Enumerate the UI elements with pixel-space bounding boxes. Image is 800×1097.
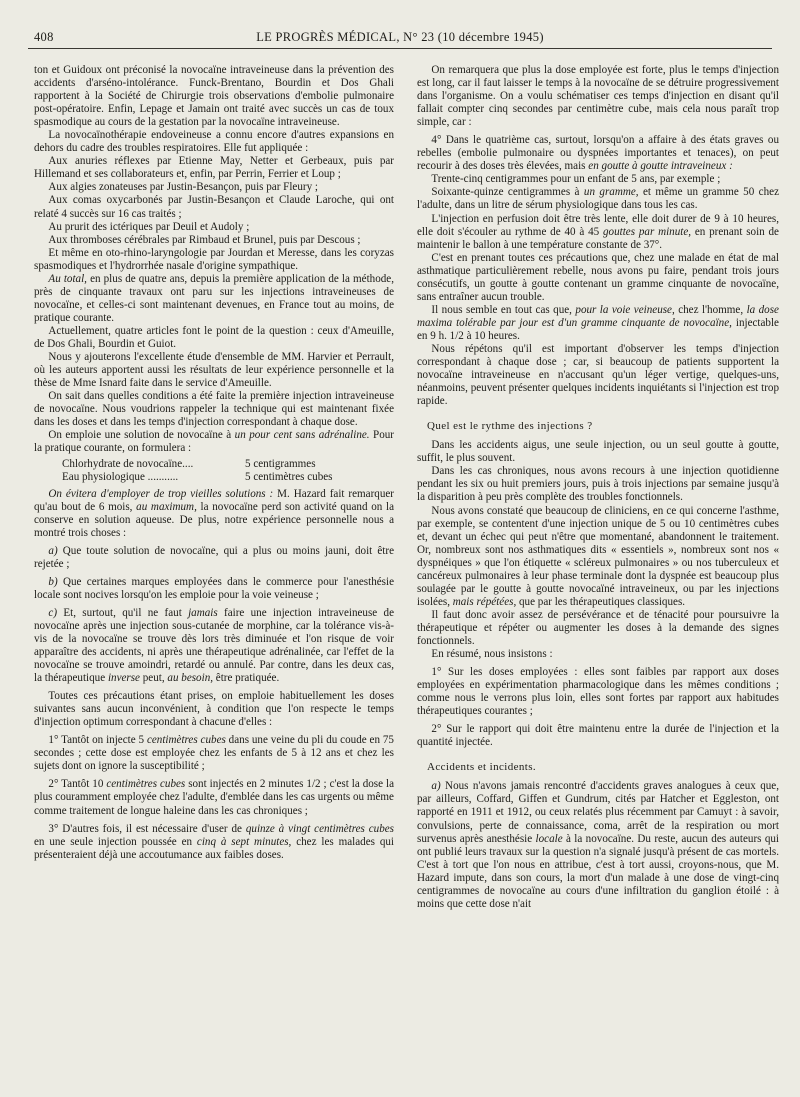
formula-amount: 5 centimètres cubes [245,471,333,484]
list-item: 2° Sur le rapport qui doit être maintenu entre la durée de l'injection et la quantité injectée. [417,723,779,749]
paragraph: On emploie une solution de novocaïne à un pour cent sans adrénaline. Pour la pratique courante, on formulera : [34,429,394,455]
emphasis: On évitera d'employer de trop vieilles solutions : [48,487,274,500]
list-item: b) Que certaines marques employées dans le commerce pour l'anesthésie locale sont nocives lorsqu'on les emploie pour la voie veineuse ; [34,575,394,601]
formula-amount: 5 centigrammes [245,458,316,471]
section-heading: Quel est le rythme des injections ? [427,420,593,433]
list-item: Aux comas oxycarbonés par Justin-Besançon et Claude Laroche, qui ont relaté 4 succès sur 16 cas traités ; [34,194,394,220]
paragraph: On remarquera que plus la dose employée est forte, plus le temps d'injection est long, car il faut laisser le temps à la novocaïne de se détruire progressivement dans l'organisme. On a voulu schématiser ces temps d'injection en disant qu'il fallait compter cinq secondes par centimètre cube, mais cela nous paraît trop simple, car : [417,64,779,129]
paragraph: ton et Guidoux ont préconisé la novocaïne intraveineuse dans la prévention des accidents d'arséno-intolérance. Funck-Brentano, Bourdin et Dos Ghali rapportent à la Société de Chirurgie trois observations d'embolie pulmonaire post-opératoire. Enfin, Lepage et Jamain ont traité avec succès un cas de toux spasmodique au cours de la gestation par la novocaïne intraveineuse. [34,64,394,129]
paragraph: Trente-cinq centigrammes pour un enfant de 5 ans, par exemple ; [431,173,721,186]
emphasis: un pour cent sans adrénaline. [234,429,370,442]
paragraph: C'est en prenant toutes ces précautions que, chez une malade en état de mal asthmatique particulièrement rebelle, nous avons pu faire, pendant trois jours consécutifs, un goutte à goutte contenant un gramme cinquante de novocaïne, sans entraîner aucun trouble. [417,251,779,303]
list-item: a) Que toute solution de novocaïne, qui a plus ou moins jauni, doit être rejetée ; [34,544,394,570]
journal-title: LE PROGRÈS MÉDICAL, N° 23 (10 décembre 1945) [256,30,544,44]
list-item: Aux thromboses cérébrales par Rimbaud et Brunel, puis par Descous ; [48,233,361,246]
list-item: Aux anuries réflexes par Etienne May, Netter et Gerbeaux, puis par Hillemand et ses collaborateurs et, enfin, par Perrin, Ferrier et Loup ; [34,155,394,181]
list-item: Au prurit des ictériques par Deuil et Audoly ; [48,220,250,233]
paragraph: Il faut donc avoir assez de persévérance et de ténacité pour poursuivre la thérapeutique et répéter ou augmenter les doses à la demande des signes fonctionnels. [417,608,779,647]
paragraph: On évitera d'employer de trop vieilles solutions : M. Hazard fait remarquer qu'au bout de 6 mois, au maximum, la novocaïne perd son activité quand on la conserve en solution aqueuse. De plus, notre expérience personnelle nous a montré trois choses : [34,487,395,539]
emphasis: Au total, [48,272,87,285]
formula-row [62,458,394,471]
page-number: 408 [34,30,54,44]
paragraph: Dans les accidents aigus, une seule injection, ou un seul goutte à goutte, suffit, le plus souvent. [417,439,779,465]
paragraph: Actuellement, quatre articles font le point de la question : ceux d'Ameuille, de Dos Ghali, Bourdin et Guiot. [34,324,394,350]
formula-ingredient: Chlorhydrate de novocaïne.... [62,458,194,471]
list-item: 1° Sur les doses employées : elles sont faibles par rapport aux doses employées en expérimentation pharmacologique dans les mêmes conditions ; comme nous le verrons plus loin, elles sont fortes par rapport aux habitudes thérapeutiques courantes ; [417,666,779,718]
page-header [28,30,772,49]
list-item: 4° Dans le quatrième cas, surtout, lorsqu'on a affaire à des états graves ou rebelles (embolie pulmonaire ou dyspnées importantes et tenaces), on peut recourir à des doses très élevées, mais en goutte à goutte intraveineux : [417,134,779,173]
formula-ingredient: Eau physiologique ........... [62,471,179,484]
paragraph: En résumé, nous insistons : [431,648,553,661]
paragraph: Nous répétons qu'il est important d'observer les temps d'injection correspondant à chaque dose ; car, si beaucoup de patients supportent la novocaïne intraveineuse en n'accusant qu'un léger vertige, quelques-uns, néanmoins, peuvent présenter quelques incidents inquiétants si l'injection est trop rapide. [417,342,779,408]
list-item: Et même en oto-rhino-laryngologie par Jourdan et Meresse, dans les coryzas spasmodiques et l'hydrorrhée nasale d'origine sympathique. [34,246,394,272]
paragraph: a) Nous n'avons jamais rencontré d'accidents graves analogues à ceux que, par ailleurs, Coffard, Giffen et Gundrum, cités par Hatcher et Eggleston, ont rapporté en 1911 et 1912, ou ceux relatés plus récemment par Camuyt : à savoir, convulsions, perte de connaissance, coma, arrêt de la respiration ou mort survenus après anesthésie locale à la novocaïne. Du reste, aucun des auteurs qui ont publié leurs travaux sur la question n'a signalé jusqu'à présent de cas mortels. C'est à tort que l'on nous en attribue, c'est à tort aussi, croyons-nous, que M. Hazard impute, dans son cours, la mort d'un malade à une dose de vingt-cinq centigrammes de novocaïne au cours d'une infiltration du ganglion étoilé : à moins que cette dose n'ait [417,780,780,910]
list-item: Aux algies zonateuses par Justin-Besançon, puis par Fleury ; [48,181,319,194]
right-column [417,64,779,911]
list-item: 1° Tantôt on injecte 5 centimètres cubes dans une veine du pli du coude en 75 secondes ; cette dose est employée chez les enfants de 5 à 12 ans et chez les sujets dont on ignore la susceptibilité ; [34,734,394,773]
paragraph: La novocaïnothérapie endoveineuse a connu encore d'autres expansions en dehors du cadre des troubles respiratoires. Elle fut appliquée : [34,129,394,155]
paragraph: Nous y ajouterons l'excellente étude d'ensemble de MM. Harvier et Perrault, où les auteurs apportent aussi les résultats de leur expérience personnelle et la thèse de Mme Isnard faite dans le service d'Ameuille. [34,351,394,390]
list-item: 2° Tantôt 10 centimètres cubes sont injectés en 2 minutes 1/2 ; c'est la dose la plus couramment employée chez l'adulte, d'emblée dans les cas urgents ou même comme traitement de longue haleine dans les cas chroniques ; [34,778,394,817]
section-heading: Accidents et incidents. [427,761,537,774]
paragraph: L'injection en perfusion doit être très lente, elle doit durer de 9 à 10 heures, elle doit s'écouler au rythme de 40 à 45 gouttes par minute, en prenant soin de maintenir le ballon à une température constante de 37°. [417,212,779,251]
list-item: c) Et, surtout, qu'il ne faut jamais faire une injection intraveineuse de novocaïne après une injection sous-cutanée de morphine, car la tolérance vis-à-vis de la novocaïne se trouve dès lors très diminuée et l'on risque de voir apparaître des accidents, ni après une thérapeutique adrénalinée, car l'effet de la novocaïne se trouve amoindri, retardé ou annulé. Par contre, dans les deux cas, la thérapeutique inverse peut, au besoin, être pratiquée. [34,606,394,685]
paragraph: Il nous semble en tout cas que, pour la voie veineuse, chez l'homme, la dose maxima tolérable par jour est d'un gramme cinquante de novocaïne, injectable en 9 h. 1/2 à 10 heures. [417,303,779,342]
paragraph: Dans les cas chroniques, nous avons recours à une injection quotidienne pendant les six ou huit premiers jours, puis à trois injections par semaine jusqu'à la disparition à peu près complète des troubles fonctionnels. [417,465,779,504]
paragraph: Soixante-quinze centigrammes à un gramme, et même un gramme 50 chez l'adulte, dans un litre de sérum physiologique dans tous les cas. [417,186,779,212]
formula-row [62,471,394,484]
list-item: 3° D'autres fois, il est nécessaire d'user de quinze à vingt centimètres cubes en une seule injection poussée en cinq à sept minutes, chez les malades qui présenteraient déjà une accoutumance aux faibles doses. [34,822,394,861]
emphasis: au maximum, [136,500,197,513]
paragraph: On sait dans quelles conditions a été faite la première injection intraveineuse de novocaïne. Nous voudrions rappeler la technique qui est maintenant fixée dans les doses et dans les temps d'injection correspondant à chaque dose. [34,390,394,429]
left-column [34,64,394,862]
paragraph: Toutes ces précautions étant prises, on emploie habituellement les doses suivantes sans aucun inconvénient, à condition que l'on respecte le temps d'injection optimum correspondant à chacune d'elles : [34,690,394,729]
formula [62,458,394,484]
paragraph: Nous avons constaté que beaucoup de cliniciens, en ce qui concerne l'asthme, par exemple, se contentent d'une injection unique de 5 ou 10 centimètres cubes et, devant un échec qui peut n'être que momentané, abandonnent le traitement. Or, nombreux sont nos asthmatiques dits « essentiels », nombreux sont nos « dyspnéiques » que l'on étiquette « scléreux pulmonaires » ou nos tuberculeux et cancéreux pulmonaires à leur phase terminale dont la dyspnée est beaucoup plus soulagée par le goutte à goutte novocaïné intraveineux, ou par les injections isolées, mais répétées, que par les thérapeutiques classiques. [417,504,779,608]
paragraph: Au total, en plus de quatre ans, depuis la première application de la méthode, près de cinquante travaux ont paru sur les injections intraveineuses de novocaïne, et celles-ci sont maintenant devenues, en France tout au moins, de pratique courante. [34,272,395,324]
